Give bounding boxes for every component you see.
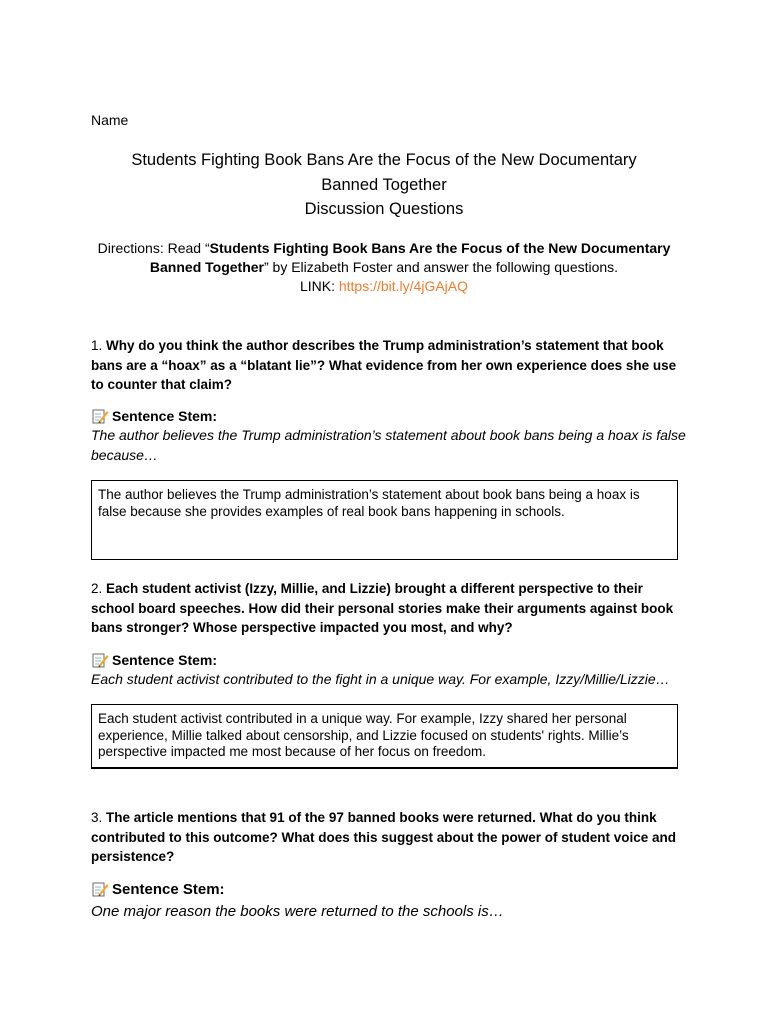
question-text: Each student activist (Izzy, Millie, and Lizzie) brought a different perspective to their school board speeches. How did their personal stories make their arguments against book bans stronger? Whose perspective impacted you most, and why? bbox=[91, 581, 674, 635]
title-line-1: Students Fighting Book Bans Are the Focus of the New Documentary bbox=[131, 151, 637, 169]
question-number: 3. bbox=[91, 810, 103, 825]
directions-line-1 bbox=[60, 239, 708, 258]
sentence-stem-text-1: The author believes the Trump administration’s statement about book bans being a hoax is false because… bbox=[91, 427, 686, 463]
directions-article-title-1: Students Fighting Book Bans Are the Focus of the New Documentary bbox=[209, 240, 671, 256]
directions-suffix: ” by Elizabeth Foster and answer the following questions. bbox=[263, 259, 619, 275]
title-line-2: Banned Together bbox=[321, 175, 447, 194]
memo-pencil-icon bbox=[91, 880, 109, 898]
stem-label-text: Sentence Stem: bbox=[112, 880, 225, 898]
link-label: LINK: bbox=[299, 278, 339, 294]
title-line-3: Discussion Questions bbox=[304, 200, 464, 218]
question-number: 2. bbox=[91, 581, 103, 596]
directions-link-line bbox=[60, 277, 708, 296]
sentence-stem-label-3 bbox=[91, 880, 225, 898]
directions-prefix: Directions: Read “ bbox=[97, 240, 210, 256]
question-text: The article mentions that 91 of the 97 banned books were returned. What do you think contributed to this outcome? What does this suggest about the power of student voice and persistence? bbox=[91, 810, 677, 864]
worksheet-title bbox=[60, 148, 708, 222]
answer-box-1[interactable]: The author believes the Trump administration’s statement about book bans being a hoax is false because she provides examples of real book bans happening in schools. bbox=[91, 480, 678, 560]
directions bbox=[60, 239, 708, 296]
name-label: Name bbox=[91, 112, 129, 128]
directions-article-title-2: Banned Together bbox=[149, 259, 264, 275]
stem-label-text: Sentence Stem: bbox=[112, 652, 218, 668]
article-link[interactable]: https://bit.ly/4jGAjAQ bbox=[338, 278, 469, 294]
sentence-stem-label-1 bbox=[91, 407, 217, 425]
stem-label-text: Sentence Stem: bbox=[112, 408, 218, 424]
question-1 bbox=[91, 336, 681, 395]
sentence-stem-text-3: One major reason the books were returned to the schools is… bbox=[91, 903, 504, 920]
memo-pencil-icon bbox=[91, 651, 109, 669]
memo-pencil-icon bbox=[91, 407, 109, 425]
sentence-stem-text-2: Each student activist contributed to the fight in a unique way. For example, Izzy/Millie/Lizzie… bbox=[91, 671, 670, 687]
question-text: Why do you think the author describes the Trump administration’s statement that book bans are a “hoax” as a “blatant lie”? What evidence from her own experience does she use to counter that claim? bbox=[91, 338, 677, 392]
sentence-stem-label-2 bbox=[91, 651, 217, 669]
question-3 bbox=[91, 808, 681, 867]
directions-line-2 bbox=[60, 258, 708, 277]
answer-box-2[interactable]: Each student activist contributed in a unique way. For example, Izzy shared her personal experience, Millie talked about censorship, and Lizzie focused on students' rights. Millie’s perspective impacted me most because of her focus on freedom. bbox=[91, 704, 678, 769]
question-2 bbox=[91, 579, 681, 638]
question-number: 1. bbox=[91, 338, 103, 353]
